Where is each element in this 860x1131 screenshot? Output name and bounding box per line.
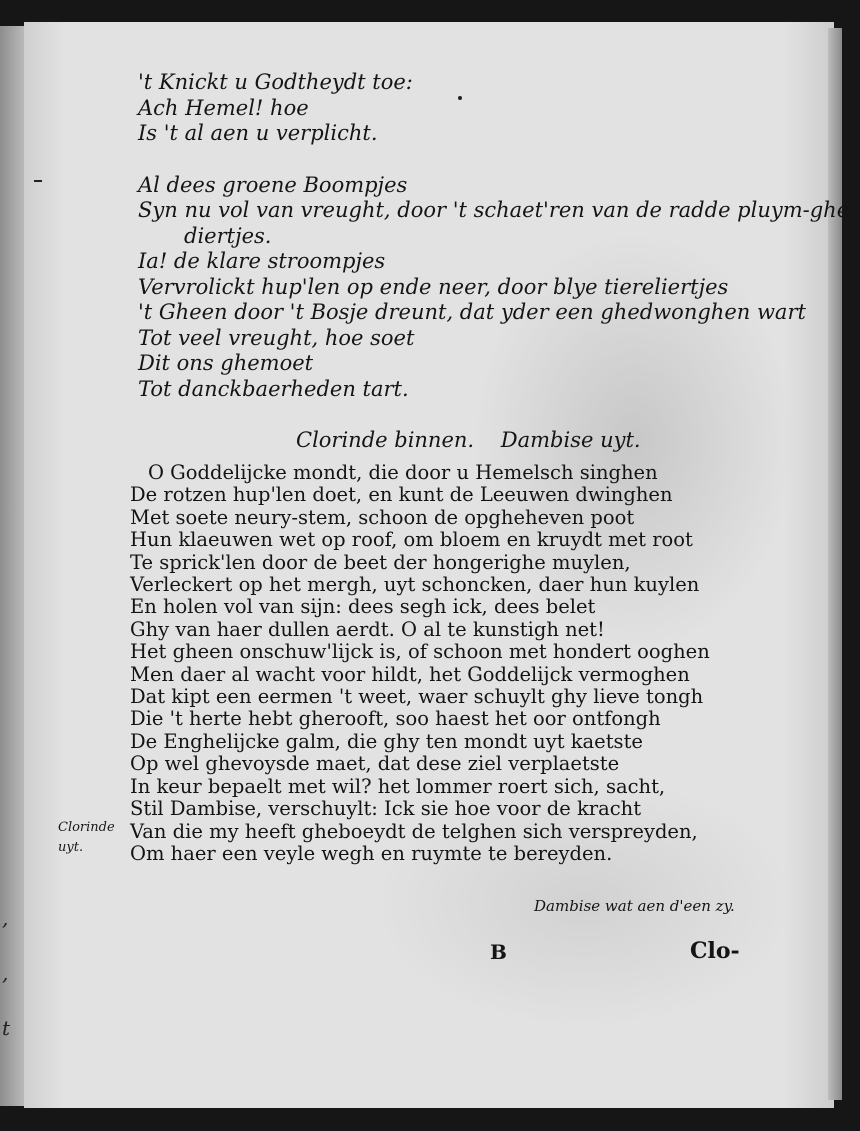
verse-line: 't Knickt u Godtheydt toe:	[138, 70, 413, 94]
verse-line: Syn nu vol van vreught, door 't schaet'ren van de radde pluym-ghe-	[138, 198, 857, 222]
speech-line: Van die my heeft gheboeydt de telghen sich verspreyden,	[130, 819, 698, 843]
speech-line: Verleckert op het mergh, uyt schoncken, daer hun kuylen	[130, 573, 700, 597]
speech-line: Dat kipt een eermen 't weet, waer schuylt ghy lieve tongh	[130, 685, 704, 709]
speech-line: En holen vol van sijn: dees segh ick, dees belet	[130, 595, 596, 619]
signature-mark: B	[490, 940, 507, 964]
stage-direction-enter: Clorinde binnen.	[296, 428, 475, 452]
speech-line: De rotzen hup'len doet, en kunt de Leeuwen dwinghen	[130, 483, 673, 507]
verse-line: Is 't al aen u verplicht.	[138, 121, 378, 145]
speech-line: Op wel ghevoysde maet, dat dese ziel verplaetste	[130, 752, 620, 776]
facing-page-fragment: ,	[2, 906, 9, 930]
verse-line: Tot veel vreught, hoe soet	[138, 325, 415, 350]
verse-line: Al dees groene Boompjes	[138, 172, 408, 197]
catchword: Clo-	[690, 938, 740, 964]
speech-line: O Goddelijcke mondt, die door u Hemelsch singhen	[148, 461, 658, 484]
verse-line: Dit ons ghemoet	[138, 351, 314, 375]
facing-page-fragment: ,	[2, 961, 9, 985]
speech-line: Stil Dambise, verschuylt: Ick sie hoe voor de kracht	[130, 797, 642, 821]
printer-mark	[34, 180, 42, 182]
speech-line: Het gheen onschuw'lijck is, of schoon met hondert ooghen	[130, 640, 710, 664]
speech-line: Hun klaeuwen wet op roof, om bloem en kruydt met root	[130, 528, 693, 552]
speech-line: Men daer al wacht voor hildt, het Goddelijck vermoghen	[130, 662, 690, 686]
verse-line: 't Gheen door 't Bosje dreunt, dat yder een ghedwonghen wart	[138, 300, 806, 324]
stage-direction	[296, 428, 661, 452]
verse-line: Vervrolickt hup'len op ende neer, door blye tiereliertjes	[138, 274, 729, 299]
speech-line: Ghy van haer dullen aerdt. O al te kunstigh net!	[130, 617, 605, 641]
stage-direction-aside: Dambise wat aen d'een zy.	[534, 897, 735, 915]
speech-line: De Enghelijcke galm, die ghy ten mondt uyt kaetste	[130, 729, 643, 753]
verse-line: Tot danckbaerheden tart.	[138, 376, 409, 401]
speech-line: Te sprick'len door de beet der hongerighe muylen,	[130, 550, 631, 574]
song-verse	[138, 70, 856, 402]
verse-line: Ach Hemel! hoe	[138, 95, 309, 120]
margin-note-line: uyt.	[58, 840, 84, 855]
verse-line: Ia! de klare stroompjes	[138, 249, 386, 273]
stage-direction-exit: Dambise uyt.	[500, 428, 641, 452]
speech-line: Die 't herte hebt gherooft, soo haest het oor ontfongh	[130, 707, 661, 731]
speech-line: In keur bepaelt met wil? het lommer roert sich, sacht,	[130, 774, 666, 798]
facing-page-fragment: t	[2, 1016, 11, 1040]
verse-line: diertjes.	[184, 223, 272, 248]
speech-block	[130, 462, 710, 865]
speech-line: Met soete neury-stem, schoon de opgheheven poot	[130, 505, 635, 529]
margin-stage-note	[58, 818, 115, 858]
speech-line: Om haer een veyle wegh en ruymte te bereyden.	[130, 841, 613, 865]
margin-note-line: Clorinde	[58, 820, 115, 835]
